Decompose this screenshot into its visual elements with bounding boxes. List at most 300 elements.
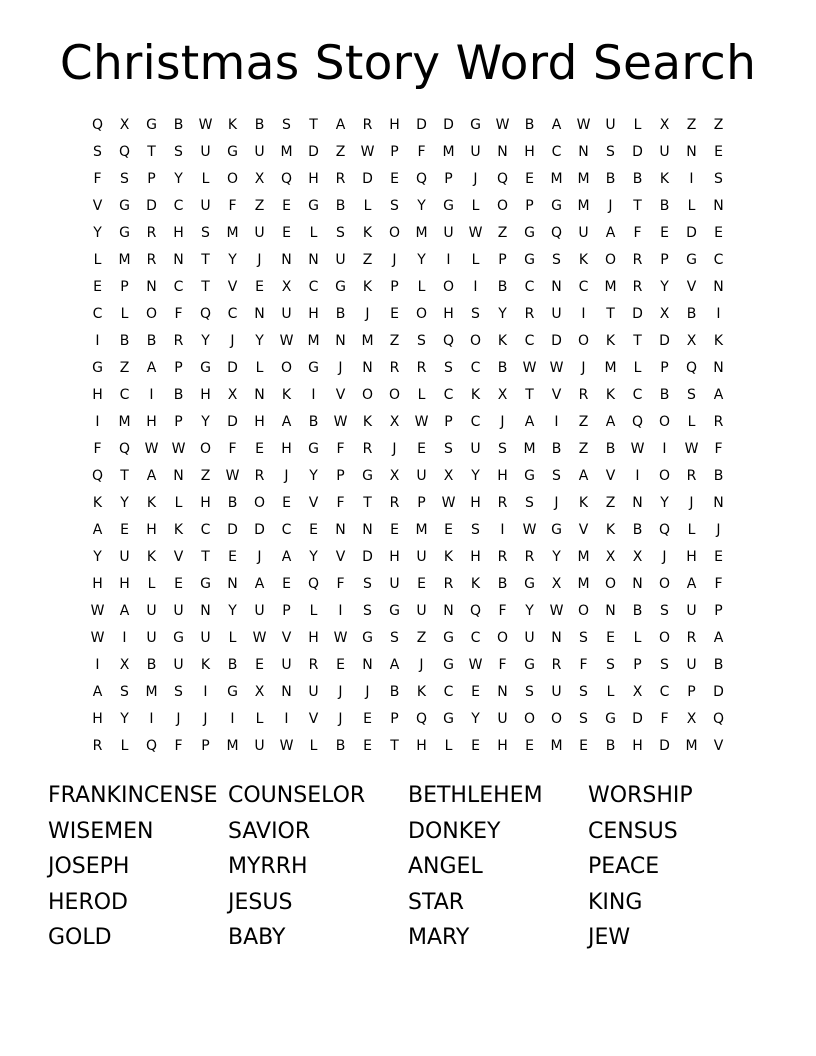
grid-letter: H [308, 306, 319, 322]
grid-letter: O [199, 441, 212, 457]
grid-letter: W [630, 441, 645, 457]
grid-letter: F [336, 495, 345, 511]
word-list-item: JOSEPH [48, 854, 130, 879]
grid-letter: U [416, 468, 427, 484]
letter-grid [84, 112, 732, 760]
grid-letter: I [446, 252, 451, 268]
grid-letter: R [713, 414, 724, 430]
grid-letter: J [581, 360, 586, 376]
grid-letter: V [281, 630, 292, 646]
page-title: Christmas Story Word Search [59, 36, 757, 91]
grid-letter: G [200, 576, 211, 592]
grid-letter: Y [228, 252, 237, 268]
grid-letter: P [174, 414, 183, 430]
grid-letter: A [713, 630, 724, 646]
grid-letter: C [551, 144, 562, 160]
grid-letter: U [470, 441, 481, 457]
grid-letter: R [308, 657, 319, 673]
grid-letter: R [146, 225, 157, 241]
grid-letter: K [281, 387, 292, 403]
grid-letter: D [659, 333, 670, 349]
grid-letter: W [279, 333, 294, 349]
grid-letter: F [714, 441, 723, 457]
grid-letter: L [147, 576, 156, 592]
grid-letter: E [255, 279, 264, 295]
grid-letter: H [497, 738, 508, 754]
grid-letter: H [92, 387, 103, 403]
grid-letter: W [144, 441, 159, 457]
grid-letter: F [336, 576, 345, 592]
grid-letter: Y [255, 333, 264, 349]
grid-letter: R [146, 252, 157, 268]
grid-letter: P [417, 495, 426, 511]
grid-letter: J [554, 495, 559, 511]
grid-letter: Q [442, 333, 455, 349]
grid-letter: U [200, 144, 211, 160]
grid-letter: A [281, 549, 292, 565]
grid-letter: P [390, 711, 399, 727]
grid-letter: H [92, 711, 103, 727]
grid-letter: Z [200, 468, 211, 484]
grid-row [84, 679, 732, 706]
grid-letter: M [550, 171, 563, 187]
grid-letter: D [227, 360, 238, 376]
grid-letter: O [442, 279, 455, 295]
grid-letter: T [633, 333, 642, 349]
grid-letter: J [257, 252, 262, 268]
grid-letter: V [308, 711, 319, 727]
grid-letter: O [577, 603, 590, 619]
grid-letter: E [714, 144, 723, 160]
grid-letter: N [443, 603, 454, 619]
grid-letter: S [444, 441, 453, 457]
grid-letter: B [497, 360, 508, 376]
grid-letter: U [443, 225, 454, 241]
grid-letter: B [632, 603, 643, 619]
grid-letter: S [498, 441, 507, 457]
grid-letter: B [605, 441, 616, 457]
grid-letter: G [227, 144, 238, 160]
grid-letter: M [307, 333, 320, 349]
grid-letter: Y [309, 549, 318, 565]
word-list-item: COUNSELOR [228, 783, 366, 808]
grid-row [84, 706, 732, 733]
grid-letter: M [145, 684, 158, 700]
grid-letter: V [551, 387, 562, 403]
grid-letter: L [201, 171, 210, 187]
grid-letter: E [714, 225, 723, 241]
grid-letter: L [687, 414, 696, 430]
grid-letter: Y [417, 252, 426, 268]
grid-letter: P [390, 144, 399, 160]
grid-letter: S [552, 468, 561, 484]
grid-letter: D [308, 144, 319, 160]
grid-letter: M [523, 441, 536, 457]
grid-row [84, 463, 732, 490]
grid-letter: B [146, 657, 157, 673]
grid-letter: P [336, 468, 345, 484]
grid-letter: I [500, 522, 505, 538]
grid-letter: A [605, 225, 616, 241]
grid-letter: Z [335, 144, 346, 160]
grid-letter: L [93, 252, 102, 268]
grid-letter: U [281, 657, 292, 673]
grid-letter: Y [525, 603, 534, 619]
grid-letter: E [174, 576, 183, 592]
grid-letter: E [336, 657, 345, 673]
grid-letter: M [415, 522, 428, 538]
grid-letter: Z [578, 441, 589, 457]
grid-letter: P [660, 360, 669, 376]
grid-letter: D [416, 117, 427, 133]
grid-letter: P [714, 603, 723, 619]
grid-letter: N [497, 684, 508, 700]
grid-letter: S [282, 117, 291, 133]
grid-letter: S [579, 684, 588, 700]
word-list-item: HEROD [48, 889, 128, 915]
grid-letter: C [524, 279, 535, 295]
grid-letter: M [226, 738, 239, 754]
grid-letter: C [92, 306, 103, 322]
grid-letter: S [201, 225, 210, 241]
grid-letter: M [577, 198, 590, 214]
grid-letter: I [149, 387, 154, 403]
grid-letter: R [389, 360, 400, 376]
grid-letter: A [281, 414, 292, 430]
grid-letter: X [281, 279, 292, 295]
grid-letter: Q [199, 306, 212, 322]
grid-letter: W [90, 630, 105, 646]
grid-letter: S [660, 603, 669, 619]
grid-letter: E [120, 522, 129, 538]
grid-letter: W [495, 117, 510, 133]
grid-letter: E [282, 576, 291, 592]
grid-letter: S [606, 657, 615, 673]
grid-letter: U [416, 603, 427, 619]
word-list-item: MYRRH [228, 854, 308, 879]
grid-letter: L [417, 387, 426, 403]
grid-letter: M [577, 171, 590, 187]
grid-letter: M [604, 279, 617, 295]
grid-letter: Q [415, 171, 428, 187]
grid-letter: A [578, 468, 589, 484]
grid-letter: U [578, 225, 589, 241]
grid-letter: U [308, 684, 319, 700]
grid-letter: L [471, 252, 480, 268]
grid-letter: P [390, 279, 399, 295]
grid-letter: N [173, 468, 184, 484]
word-list-item: WISEMEN [48, 818, 154, 844]
grid-letter: G [551, 198, 562, 214]
grid-letter: R [632, 252, 643, 268]
grid-letter: F [228, 198, 237, 214]
grid-letter: W [549, 603, 564, 619]
grid-letter: R [254, 468, 265, 484]
grid-letter: B [659, 387, 670, 403]
grid-letter: H [92, 576, 103, 592]
grid-letter: O [496, 198, 509, 214]
grid-letter: M [550, 738, 563, 754]
grid-letter: V [335, 387, 346, 403]
grid-letter: B [632, 522, 643, 538]
grid-letter: L [633, 117, 642, 133]
grid-letter: P [201, 738, 210, 754]
grid-letter: Y [471, 468, 480, 484]
grid-letter: S [525, 684, 534, 700]
grid-letter: W [549, 360, 564, 376]
grid-letter: R [524, 549, 535, 565]
grid-letter: B [605, 171, 616, 187]
grid-letter: Y [120, 495, 129, 511]
grid-letter: Q [631, 414, 644, 430]
grid-letter: C [524, 333, 535, 349]
grid-letter: F [579, 657, 588, 673]
word-list-item: SAVIOR [228, 818, 311, 844]
grid-letter: Q [118, 144, 131, 160]
grid-letter: G [551, 522, 562, 538]
grid-letter: N [308, 252, 319, 268]
grid-letter: X [686, 711, 697, 727]
grid-letter: W [198, 117, 213, 133]
grid-letter: N [551, 630, 562, 646]
grid-letter: T [390, 738, 399, 754]
grid-letter: G [443, 198, 454, 214]
grid-letter: W [333, 414, 348, 430]
grid-letter: S [579, 630, 588, 646]
grid-letter: S [579, 711, 588, 727]
grid-letter: K [362, 225, 373, 241]
grid-letter: O [280, 360, 293, 376]
grid-letter: F [228, 441, 237, 457]
grid-letter: Y [93, 225, 102, 241]
grid-letter: Z [254, 198, 265, 214]
grid-letter: U [200, 198, 211, 214]
grid-letter: J [203, 711, 208, 727]
grid-letter: M [361, 333, 374, 349]
grid-letter: E [390, 306, 399, 322]
grid-letter: A [146, 468, 157, 484]
word-list-item: JESUS [228, 889, 293, 915]
grid-letter: T [363, 495, 372, 511]
grid-letter: R [578, 387, 589, 403]
grid-letter: B [173, 387, 184, 403]
grid-letter: X [686, 333, 697, 349]
grid-letter: G [389, 603, 400, 619]
grid-letter: E [363, 738, 372, 754]
grid-letter: E [282, 198, 291, 214]
grid-letter: J [419, 657, 424, 673]
grid-letter: H [470, 549, 481, 565]
grid-letter: U [470, 144, 481, 160]
grid-letter: A [713, 387, 724, 403]
grid-letter: X [389, 468, 400, 484]
grid-letter: N [605, 603, 616, 619]
grid-letter: K [605, 333, 616, 349]
grid-letter: J [338, 711, 343, 727]
grid-letter: C [227, 306, 238, 322]
grid-letter: I [149, 711, 154, 727]
grid-letter: H [200, 495, 211, 511]
grid-letter: D [632, 144, 643, 160]
grid-row [84, 355, 732, 382]
grid-letter: N [713, 279, 724, 295]
grid-letter: T [525, 387, 534, 403]
grid-letter: C [578, 279, 589, 295]
grid-letter: S [525, 495, 534, 511]
grid-letter: O [577, 333, 590, 349]
grid-letter: G [119, 198, 130, 214]
grid-letter: U [416, 549, 427, 565]
grid-letter: Q [712, 711, 725, 727]
grid-letter: W [333, 630, 348, 646]
grid-letter: B [308, 414, 319, 430]
grid-letter: M [577, 549, 590, 565]
grid-letter: U [146, 603, 157, 619]
grid-letter: L [309, 738, 318, 754]
grid-letter: Y [201, 414, 210, 430]
word-list-item: STAR [408, 889, 465, 915]
grid-letter: V [227, 279, 238, 295]
grid-letter: P [525, 198, 534, 214]
grid-letter: I [635, 468, 640, 484]
grid-letter: N [578, 144, 589, 160]
grid-letter: M [577, 576, 590, 592]
grid-letter: P [633, 657, 642, 673]
grid-letter: P [498, 252, 507, 268]
grid-letter: S [174, 144, 183, 160]
grid-letter: K [92, 495, 103, 511]
grid-letter: U [254, 144, 265, 160]
grid-letter: U [146, 630, 157, 646]
grid-letter: L [633, 360, 642, 376]
grid-letter: U [173, 603, 184, 619]
grid-letter: O [469, 333, 482, 349]
grid-letter: T [201, 549, 210, 565]
grid-letter: U [686, 657, 697, 673]
grid-letter: X [659, 306, 670, 322]
grid-letter: T [201, 279, 210, 295]
grid-letter: G [524, 252, 535, 268]
grid-letter: G [308, 198, 319, 214]
grid-letter: H [254, 414, 265, 430]
grid-letter: U [659, 144, 670, 160]
grid-letter: W [90, 603, 105, 619]
grid-letter: C [173, 279, 184, 295]
grid-letter: E [606, 630, 615, 646]
grid-letter: G [92, 360, 103, 376]
grid-letter: W [441, 495, 456, 511]
grid-letter: L [309, 225, 318, 241]
grid-letter: S [660, 657, 669, 673]
grid-letter: B [146, 333, 157, 349]
grid-letter: Z [416, 630, 427, 646]
grid-letter: P [282, 603, 291, 619]
grid-letter: A [686, 576, 697, 592]
grid-letter: J [716, 522, 721, 538]
grid-letter: K [227, 117, 238, 133]
grid-letter: H [416, 738, 427, 754]
grid-letter: Z [119, 360, 130, 376]
grid-letter: L [309, 603, 318, 619]
grid-letter: Y [201, 333, 210, 349]
grid-letter: U [254, 738, 265, 754]
grid-letter: F [174, 306, 183, 322]
grid-letter: V [92, 198, 103, 214]
grid-letter: F [633, 225, 642, 241]
grid-letter: U [200, 630, 211, 646]
grid-letter: B [335, 198, 346, 214]
grid-letter: W [252, 630, 267, 646]
grid-letter: L [606, 684, 615, 700]
grid-letter: O [145, 306, 158, 322]
grid-letter: T [309, 117, 318, 133]
grid-letter: K [443, 549, 454, 565]
grid-letter: Z [362, 252, 373, 268]
grid-letter: G [443, 630, 454, 646]
grid-letter: I [338, 603, 343, 619]
grid-letter: N [227, 576, 238, 592]
grid-letter: R [173, 333, 184, 349]
grid-letter: K [578, 252, 589, 268]
grid-letter: N [335, 333, 346, 349]
grid-letter: Y [120, 711, 129, 727]
grid-letter: Y [471, 711, 480, 727]
grid-letter: M [685, 738, 698, 754]
grid-letter: Q [91, 468, 104, 484]
grid-letter: N [551, 279, 562, 295]
grid-letter: N [254, 387, 265, 403]
grid-letter: C [470, 414, 481, 430]
grid-letter: K [659, 171, 670, 187]
grid-letter: W [225, 468, 240, 484]
grid-letter: I [716, 306, 721, 322]
grid-letter: G [119, 225, 130, 241]
grid-letter: O [523, 711, 536, 727]
grid-letter: A [605, 414, 616, 430]
grid-letter: A [335, 117, 346, 133]
grid-letter: S [174, 684, 183, 700]
grid-letter: G [470, 117, 481, 133]
grid-letter: X [119, 657, 130, 673]
grid-letter: X [659, 117, 670, 133]
grid-letter: G [200, 360, 211, 376]
grid-row [84, 652, 732, 679]
grid-row [84, 733, 732, 760]
grid-letter: J [230, 333, 235, 349]
grid-letter: H [389, 549, 400, 565]
grid-letter: W [522, 522, 537, 538]
grid-letter: T [606, 306, 615, 322]
grid-letter: M [118, 414, 131, 430]
grid-row [84, 517, 732, 544]
grid-letter: O [415, 306, 428, 322]
grid-letter: C [200, 522, 211, 538]
grid-letter: O [226, 171, 239, 187]
grid-letter: X [389, 414, 400, 430]
grid-letter: Z [578, 414, 589, 430]
grid-letter: N [281, 684, 292, 700]
grid-row [84, 382, 732, 409]
grid-letter: X [443, 468, 454, 484]
grid-letter: R [524, 306, 535, 322]
grid-letter: U [335, 252, 346, 268]
grid-letter: F [93, 171, 102, 187]
grid-row [84, 436, 732, 463]
grid-letter: R [362, 441, 373, 457]
grid-letter: J [257, 549, 262, 565]
grid-letter: K [578, 495, 589, 511]
grid-letter: M [118, 252, 131, 268]
